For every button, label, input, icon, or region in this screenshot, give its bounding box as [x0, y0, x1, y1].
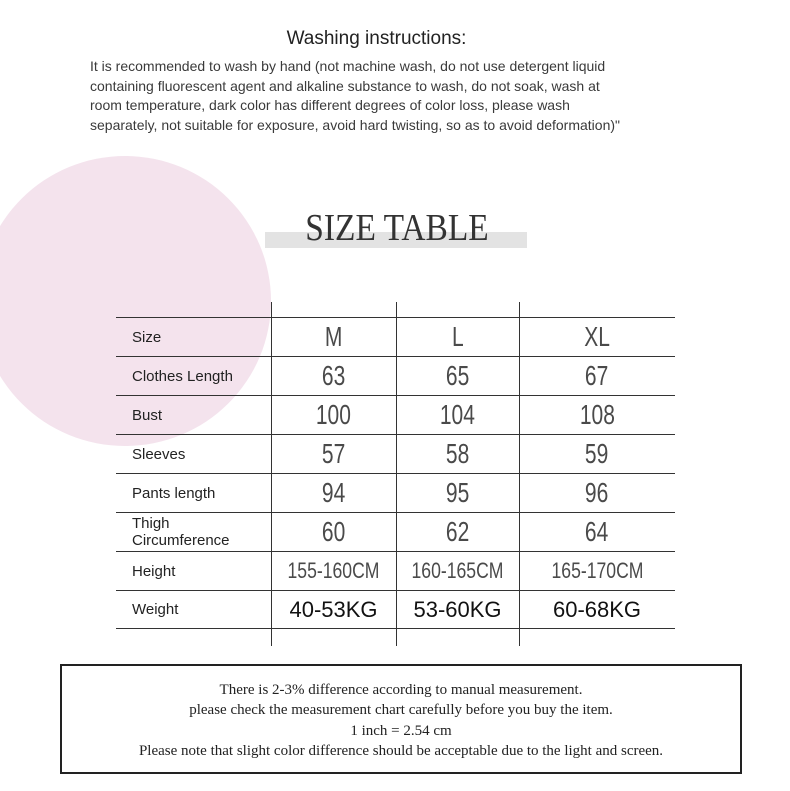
row-label: Weight	[132, 601, 179, 618]
table-row	[116, 395, 675, 434]
row-label: Bust	[132, 406, 163, 424]
value-cell	[271, 474, 396, 512]
washing-instructions-text	[90, 57, 620, 136]
value: 58	[445, 438, 470, 469]
value: 100	[315, 399, 352, 430]
value-cell	[271, 435, 396, 473]
value-cell	[519, 396, 675, 434]
row-label: Height	[132, 562, 176, 580]
washing-line: It is recommended to wash by hand (not machine wash, do not use detergent liquid	[90, 58, 606, 74]
table-row	[116, 473, 675, 512]
table-header-row	[116, 317, 675, 356]
notice-line: 1 inch = 2.54 cm	[350, 722, 452, 739]
value-cell	[271, 513, 396, 551]
size-xl: XL	[584, 321, 610, 352]
row-label-cell	[116, 435, 271, 473]
value-cell	[396, 474, 519, 512]
value-cell	[271, 396, 396, 434]
value: 94	[321, 477, 346, 508]
washing-line: containing fluorescent agent and alkaline substance to wash, do not soak, wash at	[90, 77, 600, 94]
size-cell	[519, 318, 675, 356]
row-label: Sleeves	[132, 445, 186, 463]
value-cell	[271, 552, 396, 590]
size-m: M	[324, 321, 343, 352]
value: 40-53KG	[289, 596, 378, 622]
header-label: Size	[132, 328, 162, 346]
value-cell	[519, 357, 675, 395]
header-label-cell	[116, 318, 271, 356]
value-cell	[396, 591, 519, 628]
value: 65	[445, 360, 470, 391]
row-label: Pants length	[132, 484, 216, 502]
value: 60-68KG	[552, 596, 642, 622]
value: 155-160CM	[287, 558, 380, 583]
notice-line: please check the measurement chart carefully before you buy the item.	[189, 702, 613, 719]
row-label: Thigh Circumference	[132, 515, 230, 549]
value: 57	[321, 438, 346, 469]
value: 64	[585, 516, 609, 547]
value-cell	[519, 591, 675, 628]
value: 59	[585, 438, 609, 469]
table-row	[116, 551, 675, 590]
value-cell	[396, 435, 519, 473]
value: 67	[585, 360, 609, 391]
washing-line: separately, not suitable for exposure, avoid hard twisting, so as to avoid deformation)"	[90, 117, 620, 134]
row-label-cell	[116, 552, 271, 590]
value: 160-165CM	[411, 558, 504, 583]
value-cell	[519, 474, 675, 512]
size-cell	[271, 318, 396, 356]
notice-line: Please note that slight color difference should be acceptable due to the light and screen.	[138, 742, 664, 759]
table-row	[116, 512, 675, 551]
value-cell	[519, 513, 675, 551]
value-cell	[396, 396, 519, 434]
value: 96	[585, 477, 609, 508]
value-cell	[519, 435, 675, 473]
size-table	[116, 302, 675, 646]
table-row	[116, 590, 675, 629]
value-cell	[396, 357, 519, 395]
value: 53-60KG	[413, 596, 502, 622]
value: 165-170CM	[551, 558, 643, 583]
row-label-cell	[116, 513, 271, 551]
row-label-cell	[116, 474, 271, 512]
washing-instructions-title: Washing instructions:	[286, 28, 467, 49]
row-label: Clothes Length	[132, 367, 233, 385]
value: 95	[445, 477, 470, 508]
value: 62	[445, 516, 470, 547]
row-label-cell	[116, 357, 271, 395]
value-cell	[519, 552, 675, 590]
size-table-title: SIZE TABLE	[305, 207, 489, 249]
value: 108	[579, 399, 615, 430]
value-cell	[271, 357, 396, 395]
value: 63	[321, 360, 346, 391]
size-l: L	[451, 321, 464, 352]
washing-line: room temperature, dark color has different degrees of color loss, please wash	[90, 97, 570, 114]
table-row	[116, 434, 675, 473]
table-row	[116, 356, 675, 395]
row-label-cell	[116, 591, 271, 628]
row-label-cell	[116, 396, 271, 434]
value-cell	[271, 591, 396, 628]
notice-box	[60, 664, 742, 774]
notice-line: There is 2-3% difference according to manual measurement.	[219, 682, 583, 698]
value-cell	[396, 513, 519, 551]
size-cell	[396, 318, 519, 356]
value: 60	[321, 516, 346, 547]
value-cell	[396, 552, 519, 590]
value: 104	[439, 399, 476, 430]
